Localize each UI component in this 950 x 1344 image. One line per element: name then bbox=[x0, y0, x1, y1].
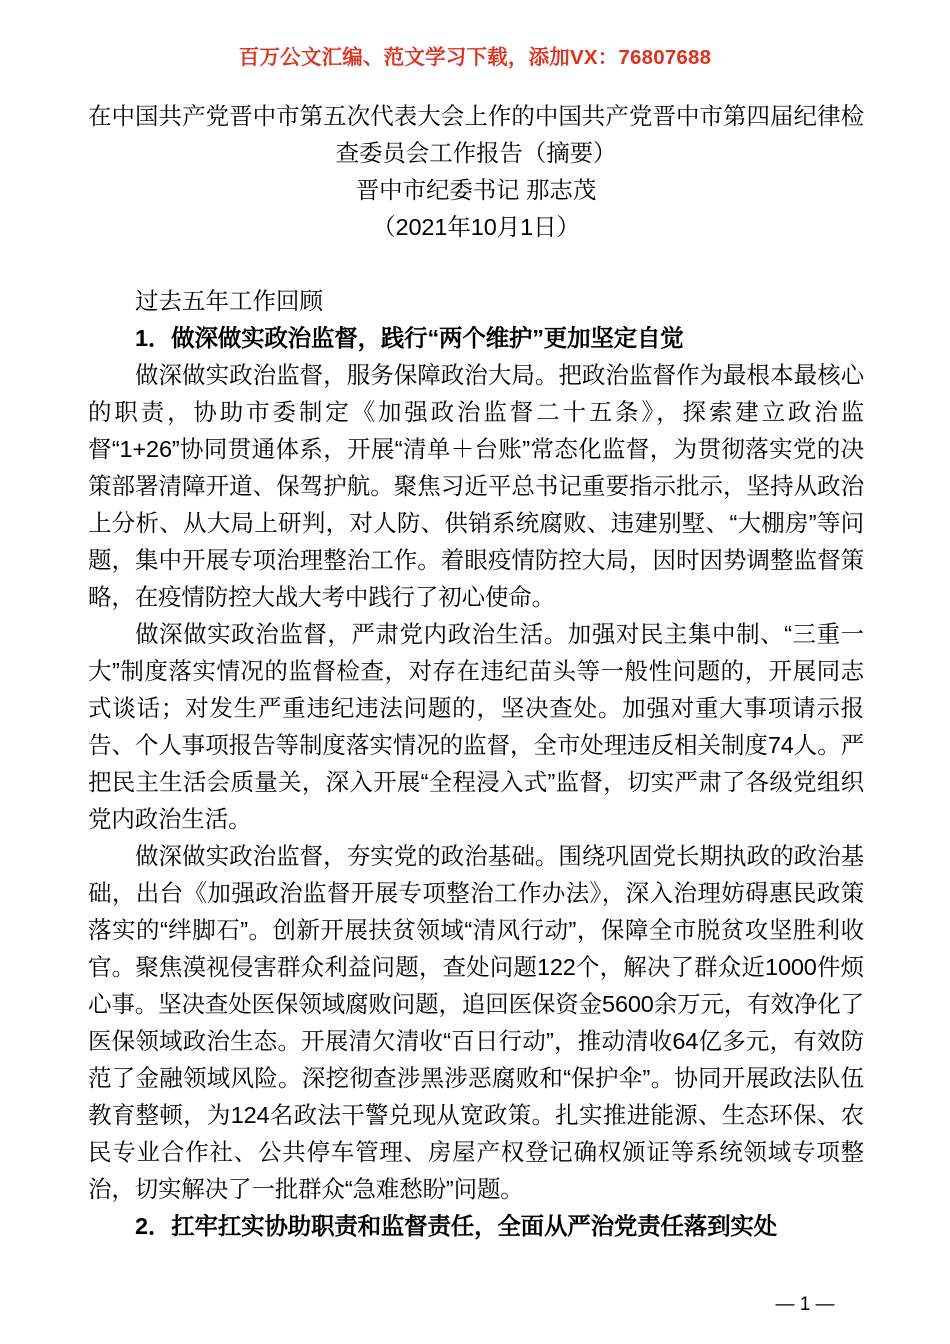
paragraph-1: 做深做实政治监督，服务保障政治大局。把政治监督作为最根本最核心的职责，协助市委制定《加强政治监督二十五条》，探索建立政治监督“1+26”协同贯通体系，开展“清单＋台账”常态化监督，为贯彻落实党的决策部署清障开道、保驾护航。聚焦习近平总书记重要指示批示，坚持从政治上分析、从大局上研判，对人防、供销系统腐败、违建别墅、“大棚房”等问题，集中开展专项治理整治工作。着眼疫情防控大局，因时因势调整监督策略，在疫情防控大战大考中践行了初心使命。 bbox=[88, 362, 864, 610]
date-line: （2021年10月1日） bbox=[372, 214, 580, 240]
section-intro-heading: 过去五年工作回顾 bbox=[135, 288, 323, 314]
paragraph-2: 做深做实政治监督，严肃党内政治生活。加强对民主集中制、“三重一大”制度落实情况的监督检查，对存在违纪苗头等一般性问题的，开展同志式谈话；对发生严重违纪违法问题的，坚决查处。加强对重大事项请示报告、个人事项报告等制度落实情况的监督，全市处理违反相关制度74人。严把民主生活会质量关，深入开展“全程浸入式”监督，切实严肃了各级党组织党内政治生活。 bbox=[88, 621, 864, 832]
page-footer bbox=[0, 1294, 950, 1316]
author-line: 晋中市纪委书记 那志茂 bbox=[355, 177, 597, 203]
title-spacer bbox=[88, 246, 864, 283]
section-heading-2: 2．扛牢扛实协助职责和监督责任，全面从严治党责任落到实处 bbox=[135, 1213, 777, 1239]
watermark-banner: 百万公文汇编、范文学习下载，添加VX：76807688 bbox=[238, 46, 712, 69]
document-body bbox=[88, 98, 864, 1245]
document-title: 在中国共产党晋中市第五次代表大会上作的中国共产党晋中市第四届纪律检查委员会工作报告（摘要） bbox=[88, 103, 864, 166]
page-number: — 1 — bbox=[775, 1294, 835, 1315]
section-heading-1: 1．做深做实政治监督，践行“两个维护”更加坚定自觉 bbox=[135, 325, 684, 351]
title-block bbox=[88, 98, 864, 246]
paragraph-3: 做深做实政治监督，夯实党的政治基础。围绕巩固党长期执政的政治基础，出台《加强政治监督开展专项整治工作办法》，深入治理妨碍惠民政策落实的“绊脚石”。创新开展扶贫领域“清风行动”，保障全市脱贫攻坚胜利收官。聚焦漠视侵害群众利益问题，查处问题122个，解决了群众近1000件烦心事。坚决查处医保领域腐败问题，追回医保资金5600余万元，有效净化了医保领域政治生态。开展清欠清收“百日行动”，推动清收64亿多元，有效防范了金融领域风险。深挖彻查涉黑涉恶腐败和“保护伞”。协同开展政法队伍教育整顿，为124名政法干警兑现从宽政策。扎实推进能源、生态环保、农民专业合作社、公共停车管理、房屋产权登记确权颁证等系统领域专项整治，切实解决了一批群众“急难愁盼”问题。 bbox=[88, 843, 864, 1202]
